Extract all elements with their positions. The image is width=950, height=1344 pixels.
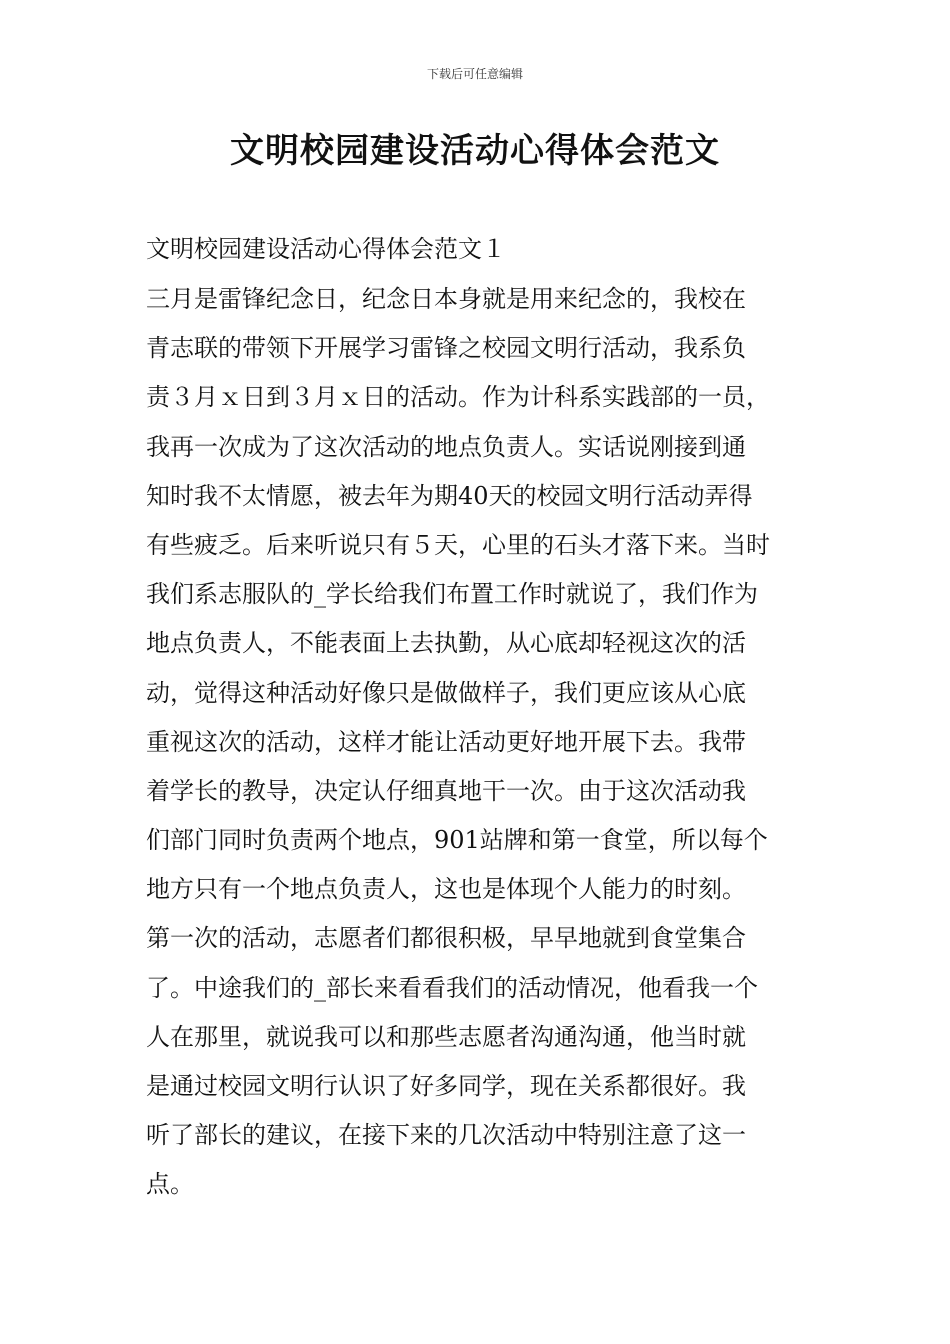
text-line: 地点负责人，不能表面上去执勤，从心底却轻视这次的活	[146, 629, 746, 658]
text-line: 地方只有一个地点负责人，这也是体现个人能力的时刻。	[146, 875, 746, 904]
text-line: 动，觉得这种活动好像只是做做样子，我们更应该从心底	[146, 678, 746, 707]
document-title: 文明校园建设活动心得体会范文	[230, 131, 720, 171]
text-line: 我们系志服队的_学长给我们布置工作时就说了，我们作为	[146, 580, 758, 609]
text-line: 着学长的教导，决定认仔细真地干一次。由于这次活动我	[146, 776, 746, 805]
header-note: 下载后可任意编辑	[426, 67, 523, 81]
text-line: 点。	[146, 1170, 194, 1199]
text-line: 听了部长的建议，在接下来的几次活动中特别注意了这一	[146, 1121, 746, 1150]
text-line: 青志联的带领下开展学习雷锋之校园文明行活动，我系负	[146, 334, 746, 363]
section-subtitle: 文明校园建设活动心得体会范文１	[146, 235, 506, 263]
text-line: 三月是雷锋纪念日，纪念日本身就是用来纪念的，我校在	[146, 285, 746, 313]
text-line: 了。中途我们的_部长来看看我们的活动情况，他看我一个	[146, 973, 758, 1002]
text-line: 我再一次成为了这次活动的地点负责人。实话说刚接到通	[146, 432, 746, 461]
text-line: 们部门同时负责两个地点，901站牌和第一食堂，所以每个	[146, 826, 768, 855]
text-line: 是通过校园文明行认识了好多同学，现在关系都很好。我	[146, 1072, 746, 1100]
text-line: 第一次的活动，志愿者们都很积极，早早地就到食堂集合	[146, 924, 746, 953]
text-line: 责３月ｘ日到３月ｘ日的活动。作为计科系实践部的一员，	[146, 383, 770, 412]
body-text	[146, 279, 826, 1214]
text-line: 重视这次的活动，这样才能让活动更好地开展下去。我带	[146, 727, 746, 756]
text-line: 有些疲乏。后来听说只有５天，心里的石头才落下来。当时	[146, 530, 770, 559]
text-line: 知时我不太情愿，被去年为期40天的校园文明行活动弄得	[146, 481, 753, 510]
text-line: 人在那里，就说我可以和那些志愿者沟通沟通，他当时就	[146, 1022, 746, 1051]
